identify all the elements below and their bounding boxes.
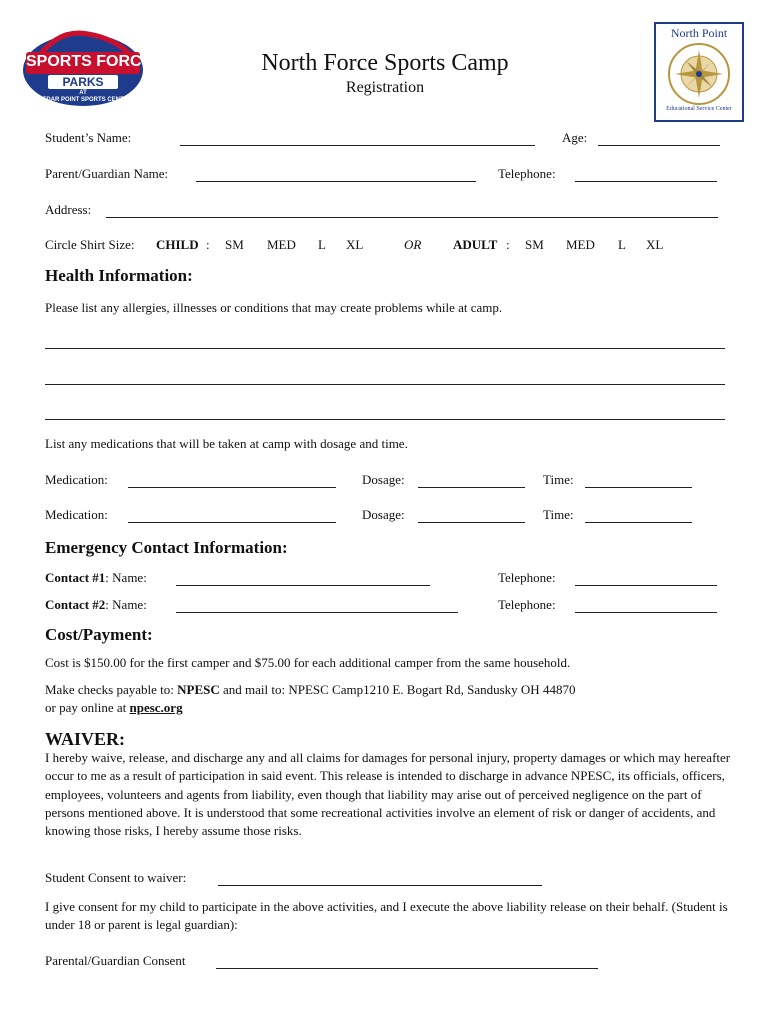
time-field[interactable]	[585, 487, 692, 488]
online-payment-line	[45, 700, 183, 716]
parent-consent-field[interactable]	[216, 968, 598, 969]
time-label: Time:	[543, 472, 574, 487]
shirt-adult-xl[interactable]: XL	[646, 237, 664, 252]
shirt-child-colon: :	[206, 237, 210, 252]
parent-consent-label: Parental/Guardian Consent	[45, 953, 186, 968]
shirt-adult-label: ADULT	[453, 237, 498, 252]
contact-1-name-label: : Name:	[105, 570, 147, 585]
logo-ring-text: CEDAR POINT SPORTS CENTER	[38, 97, 133, 103]
contact-2-name-label: : Name:	[105, 597, 147, 612]
contact-2-label: Contact #2	[45, 597, 106, 612]
page-subtitle: Registration	[345, 79, 425, 96]
medication-prompt: List any medications that will be taken at camp with dosage and time.	[45, 436, 408, 451]
time-label: Time:	[543, 507, 574, 522]
contact-1-telephone-field[interactable]	[575, 585, 717, 586]
dosage-field[interactable]	[418, 522, 525, 523]
shirt-adult-med[interactable]: MED	[566, 237, 595, 252]
dosage-label: Dosage:	[362, 507, 405, 522]
shirt-child-med[interactable]: MED	[267, 237, 296, 252]
address-label: Address:	[45, 202, 92, 217]
payee-name: NPESC	[177, 682, 220, 697]
age-field[interactable]	[598, 145, 720, 146]
shirt-child-label: CHILD	[156, 237, 199, 252]
contact-2-telephone-field[interactable]	[575, 612, 717, 613]
shirt-child-l[interactable]: L	[318, 237, 326, 252]
shirt-size-label: Circle Shirt Size:	[45, 237, 135, 252]
parent-consent-text: I give consent for my child to participate in the above activities, and I execute the above liability release on their behalf. (Student is under 18 or parent is legal guardian):	[45, 899, 728, 933]
shirt-child-xl[interactable]: XL	[346, 237, 364, 252]
emergency-heading: Emergency Contact Information:	[45, 538, 288, 557]
contact-2-row	[45, 597, 147, 613]
online-payment-prefix: or pay online at	[45, 700, 130, 715]
medication-label: Medication:	[45, 507, 108, 522]
time-field[interactable]	[585, 522, 692, 523]
contact-2-name-field[interactable]	[176, 612, 458, 613]
age-label: Age:	[562, 130, 588, 145]
dosage-field[interactable]	[418, 487, 525, 488]
cost-heading: Cost/Payment:	[45, 625, 153, 644]
north-point-title: North Point	[670, 26, 728, 40]
address-field[interactable]	[106, 217, 718, 218]
contact-1-label: Contact #1	[45, 570, 106, 585]
parent-name-label: Parent/Guardian Name:	[45, 166, 169, 181]
payment-line	[45, 682, 575, 698]
logo-main-text: SPORTS FORCE	[26, 53, 153, 70]
page-title: North Force Sports Camp	[261, 50, 509, 76]
npesc-link[interactable]: npesc.org	[129, 700, 183, 715]
telephone-label: Telephone:	[498, 166, 556, 181]
student-name-label: Student’s Name:	[45, 130, 132, 145]
contact-2-telephone-label: Telephone:	[498, 597, 556, 612]
medication-label: Medication:	[45, 472, 108, 487]
health-prompt: Please list any allergies, illnesses or conditions that may create problems while at camp.	[45, 300, 503, 315]
contact-1-telephone-label: Telephone:	[498, 570, 556, 585]
health-line[interactable]	[45, 348, 725, 349]
cost-line: Cost is $150.00 for the first camper and $75.00 for each additional camper from the same household.	[45, 655, 571, 670]
north-point-ring-text: Educational Service Center	[666, 106, 732, 112]
medication-field[interactable]	[128, 487, 336, 488]
contact-1-name-field[interactable]	[176, 585, 430, 586]
contact-1-row	[45, 570, 147, 586]
health-heading: Health Information:	[45, 266, 193, 285]
shirt-adult-l[interactable]: L	[618, 237, 626, 252]
logo-at-text: AT	[79, 90, 87, 96]
parent-name-field[interactable]	[196, 181, 476, 182]
payment-line-prefix: Make checks payable to:	[45, 682, 178, 697]
student-consent-field[interactable]	[218, 885, 542, 886]
logo-sub-text: PARKS	[62, 75, 104, 89]
shirt-adult-colon: :	[506, 237, 510, 252]
shirt-child-sm[interactable]: SM	[225, 237, 244, 252]
waiver-heading: WAIVER:	[45, 729, 126, 749]
shirt-or-label: OR	[404, 237, 422, 252]
payment-address: and mail to: NPESC Camp1210 E. Bogart Rd, Sandusky OH 44870	[219, 682, 576, 697]
shirt-adult-sm[interactable]: SM	[525, 237, 544, 252]
telephone-field[interactable]	[575, 181, 717, 182]
dosage-label: Dosage:	[362, 472, 405, 487]
student-consent-label: Student Consent to waiver:	[45, 870, 187, 885]
waiver-text: I hereby waive, release, and discharge any and all claims for damages for personal injury, property damages or which may hereafter occur to me as a result of participation in said event. This release is intended to discharge in advance NPESC, its officials, officers, employees, volunteers and agents from liability, even though that liability may arise out of perceived negligence on the part of persons mentioned above. It is understood that some recreational activities involve an element of risk or danger of accidents, and knowing those risks, I hereby assume those risks.	[45, 750, 731, 839]
health-line[interactable]	[45, 384, 725, 385]
medication-field[interactable]	[128, 522, 336, 523]
health-line[interactable]	[45, 419, 725, 420]
student-name-field[interactable]	[180, 145, 535, 146]
